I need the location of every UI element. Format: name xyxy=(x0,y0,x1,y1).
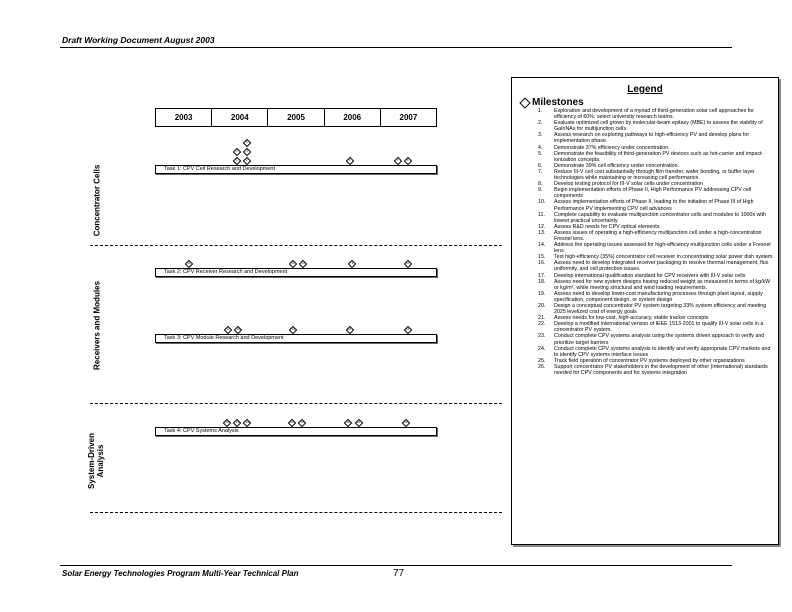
milestone-item xyxy=(538,333,774,345)
milestone-item-number: 13. xyxy=(538,229,546,236)
milestone-item-text: Conduct complete CPV systems analysis using the systems driven approach to verify and prioritize target barriers xyxy=(554,333,765,346)
milestone-number: 8 xyxy=(406,158,409,162)
milestone-diamond xyxy=(223,418,232,427)
milestone-diamond xyxy=(242,147,251,156)
milestone-item-number: 3. xyxy=(538,132,543,139)
milestone-number: 25 xyxy=(300,420,304,424)
milestone-item-text: Evaluate optimized cell grown by molecular-beam epitaxy (MBE) to assess the viability of GaInNAs for multijunction cells. xyxy=(554,120,763,133)
milestone-number: 15 xyxy=(348,327,352,331)
milestone-number: 11 xyxy=(291,261,295,265)
milestone-item-text: Assess implementation efforts of Phase II, leading to the initiation of Phase III of High Performance PV implementing CPV cell advances xyxy=(554,199,754,212)
milestone-item-text: Develop a modified international version of IEEE 1513-2001 to qualify III-V solar cells in a concentrator PV system. xyxy=(554,321,764,334)
diamond-icon xyxy=(519,97,530,108)
milestone-number: 18 xyxy=(236,327,241,331)
row-label-receivers-modules: Receivers and Modules xyxy=(92,281,102,370)
milestone-item-text: Develop international qualification standard for CPV receivers with III-V solar cells xyxy=(554,272,746,279)
milestone-diamond xyxy=(289,325,298,334)
milestone-number: 22 xyxy=(290,420,294,424)
milestone-diamond xyxy=(242,156,251,165)
milestone-item-text: Support concentrator PV stakeholders in the development of other (international) standards needed for CPV components and for systems integration xyxy=(554,363,768,377)
milestone-list xyxy=(538,108,774,376)
milestone-item-number: 8. xyxy=(538,181,543,188)
legend-title: Legend xyxy=(627,84,663,95)
year-2004: 2004 xyxy=(212,109,268,126)
milestone-item-number: 18. xyxy=(538,278,546,285)
task-bar-4: Task 4: CPV Systems Analysis xyxy=(155,427,437,436)
task-bar-1: Task 1: CPV Cell Research and Development xyxy=(155,165,437,174)
milestone-number: 14 xyxy=(291,327,295,331)
milestone-item-number: 24. xyxy=(538,345,546,352)
milestone-item-text: Design a conceptual concentrator PV system targeting 33% system efficiency and meeting 2025 levelized cost of energy goals xyxy=(554,303,767,316)
milestone-item xyxy=(538,120,774,132)
milestone-item-number: 1. xyxy=(538,108,543,114)
milestone-item-text: Assess need to develop integrated receiver packaging to resolve thermal management, flux uniformity, and cell protection issues. xyxy=(554,260,769,273)
milestone-item-text: Assess R&D needs for CPV optical elements xyxy=(554,223,660,230)
milestone-item xyxy=(538,212,774,224)
milestone-diamond xyxy=(403,156,412,165)
milestone-item-number: 5. xyxy=(538,150,543,157)
milestone-item-number: 21. xyxy=(538,315,546,322)
milestone-item xyxy=(538,169,774,181)
milestone-item-number: 22. xyxy=(538,321,546,328)
section-divider xyxy=(90,245,502,246)
milestone-diamond xyxy=(242,138,251,147)
section-divider xyxy=(90,512,502,513)
milestone-diamond xyxy=(393,156,402,165)
milestone-diamond xyxy=(344,418,353,427)
milestone-number: 17 xyxy=(226,327,230,331)
milestone-item-text: Begin implementation efforts of Phase II, High Performance PV addressing CPV cell components xyxy=(554,187,752,200)
milestone-item-text: Assess need to develop lower-cost manufacturing processes through plant layout, supply specification, component design, or system design xyxy=(554,290,763,303)
milestone-number: 16 xyxy=(406,327,410,331)
milestone-diamond xyxy=(403,259,412,268)
milestone-item-number: 11. xyxy=(538,211,545,218)
milestone-item-text: Demonstrate 39% cell efficiency under concentration. xyxy=(554,162,680,169)
milestone-item xyxy=(538,230,774,242)
milestone-number: 26 xyxy=(404,420,408,424)
page-number: 77 xyxy=(393,568,405,579)
milestone-diamond xyxy=(401,418,410,427)
milestone-diamond xyxy=(243,418,252,427)
milestone-diamond xyxy=(299,259,308,268)
milestone-item-text: Complete capability to evaluate multijunction concentrator cells and modules to 1000x with lowest practical uncertainty xyxy=(554,211,766,224)
milestone-diamond xyxy=(224,325,233,334)
milestone-number: 19 xyxy=(225,420,229,424)
milestone-item xyxy=(538,187,774,199)
milestone-item-number: 15. xyxy=(538,254,546,261)
header-rule xyxy=(60,47,732,48)
milestone-item-number: 10. xyxy=(538,199,546,206)
milestone-number: 20 xyxy=(346,420,350,424)
milestone-item xyxy=(538,151,774,163)
milestone-diamond xyxy=(354,418,363,427)
milestone-number: 21 xyxy=(235,420,239,424)
milestone-number: 9 xyxy=(351,261,354,265)
milestone-item-number: 19. xyxy=(538,290,546,297)
milestone-item-number: 12. xyxy=(538,223,546,230)
milestone-number: 11 xyxy=(187,261,191,265)
header-title: Draft Working Document August 2003 xyxy=(62,35,215,45)
milestone-number: 7 xyxy=(396,158,399,162)
milestone-item-text: Develop testing protocol for III-V solar cells under concentration xyxy=(554,181,703,188)
milestone-item-text: Assess needs for low-cost, high-accuracy, stable tracker concepts xyxy=(554,315,709,322)
footer-title: Solar Energy Technologies Program Multi-Year Technical Plan xyxy=(62,569,299,578)
milestones-heading: Milestones xyxy=(532,97,584,108)
milestone-diamond xyxy=(233,418,242,427)
milestone-item-text: Demonstrate the feasibility of third-generation PV devices such as hot-carrier and impact-ionization concepts. xyxy=(554,150,764,163)
row-label-concentrator-cells: Concentrator Cells xyxy=(92,164,102,237)
milestone-item-text: Exploration and development of a myriad of third-generation solar cell approaches for efficiency of 60%; select university research teams. xyxy=(554,108,754,121)
year-header xyxy=(155,108,437,127)
milestone-item-text: Reduce III-V cell cost substantially through film transfer, wafer bonding, or buffer layer technologies while maintaining or increasing cell performance. xyxy=(554,168,755,182)
milestone-item-text: Track field operation of concentrator PV systems deployed by other organizations xyxy=(554,357,745,364)
milestone-diamond xyxy=(232,147,241,156)
milestone-item xyxy=(538,291,774,303)
milestone-item-text: Assess research on exploring pathways to high-efficiency PV and develop plans for implementation phase. xyxy=(554,132,750,145)
year-2007: 2007 xyxy=(399,113,418,122)
milestone-item-number: 4. xyxy=(538,144,543,151)
milestone-item xyxy=(538,242,774,254)
task-bar-2: Task 2: CPV Receiver Research and Development xyxy=(155,268,437,277)
milestone-item-text: Demonstrate 37% efficiency under concentration. xyxy=(554,144,670,151)
milestone-number: 23 xyxy=(357,420,361,424)
year-2003: 2003 xyxy=(156,109,212,126)
milestone-item-text: Assess need for new system designs having reduced weight as measured in terms of kg/kW or kg/m², while meeting structural and wind loading requirements. xyxy=(554,278,771,291)
milestone-item xyxy=(538,321,774,333)
section-divider xyxy=(90,403,502,404)
milestone-item xyxy=(538,108,774,120)
milestone-number: 4 xyxy=(246,149,248,153)
year-2005: 2005 xyxy=(268,109,324,126)
milestone-item-number: 25. xyxy=(538,357,546,364)
milestone-item-number: 26. xyxy=(538,363,546,370)
milestone-number: 2 xyxy=(246,158,248,162)
footer-rule xyxy=(60,565,732,566)
milestone-item xyxy=(538,199,774,211)
row-label-system-driven-analysis: System-Driven Analysis xyxy=(87,432,105,490)
milestone-item xyxy=(538,346,774,358)
year-2006: 2006 xyxy=(325,109,381,126)
milestone-item xyxy=(538,303,774,315)
milestone-diamond xyxy=(403,325,412,334)
milestone-diamond xyxy=(298,418,307,427)
milestone-item xyxy=(538,260,774,272)
milestone-diamond xyxy=(345,325,354,334)
milestone-item-text: Test high-efficiency (35%) concentrator cell receiver in concentrating solar power dish system. xyxy=(554,254,774,261)
milestone-item-text: Assess issues of operating a high-efficiency multijunction cell under a high-concentration Fresnel lens. xyxy=(554,229,762,242)
milestone-item xyxy=(538,132,774,144)
milestone-number: 1 xyxy=(235,158,238,162)
milestone-number: 3 xyxy=(235,149,238,153)
milestone-item-number: 20. xyxy=(538,303,546,309)
milestone-item-text: Conduct complete CPV systems analysis to identify and verify appropriate CPV markets and to identify CPV systems interface issues xyxy=(554,345,771,358)
milestone-number: 5 xyxy=(246,140,248,144)
milestone-number: 6 xyxy=(348,158,351,162)
milestone-item-number: 7. xyxy=(538,168,543,175)
milestone-number: 12 xyxy=(301,261,305,265)
milestone-item-number: 14. xyxy=(538,242,546,249)
milestone-item-number: 6. xyxy=(538,162,543,169)
legend-box xyxy=(511,77,779,545)
milestone-item-number: 17. xyxy=(538,272,546,279)
milestone-item-number: 9. xyxy=(538,187,543,194)
milestone-diamond xyxy=(234,325,243,334)
milestone-item-text: Address the operating issues assessed for high-efficiency multijunction cells under a Fresnel lens xyxy=(554,242,771,255)
task-bar-3: Task 3: CPV Module Research and Development xyxy=(155,334,437,343)
milestone-item-number: 2. xyxy=(538,120,543,127)
milestone-item xyxy=(538,364,774,376)
milestone-diamond xyxy=(184,259,193,268)
milestone-diamond xyxy=(348,259,357,268)
milestone-diamond xyxy=(288,418,297,427)
milestone-number: 10 xyxy=(406,261,410,265)
milestone-item xyxy=(538,279,774,291)
milestone-number: 24 xyxy=(245,420,250,424)
milestone-diamond xyxy=(232,156,241,165)
milestone-diamond xyxy=(289,259,298,268)
milestone-item-number: 16. xyxy=(538,260,546,267)
milestone-item-number: 23. xyxy=(538,333,546,340)
milestone-diamond xyxy=(345,156,354,165)
